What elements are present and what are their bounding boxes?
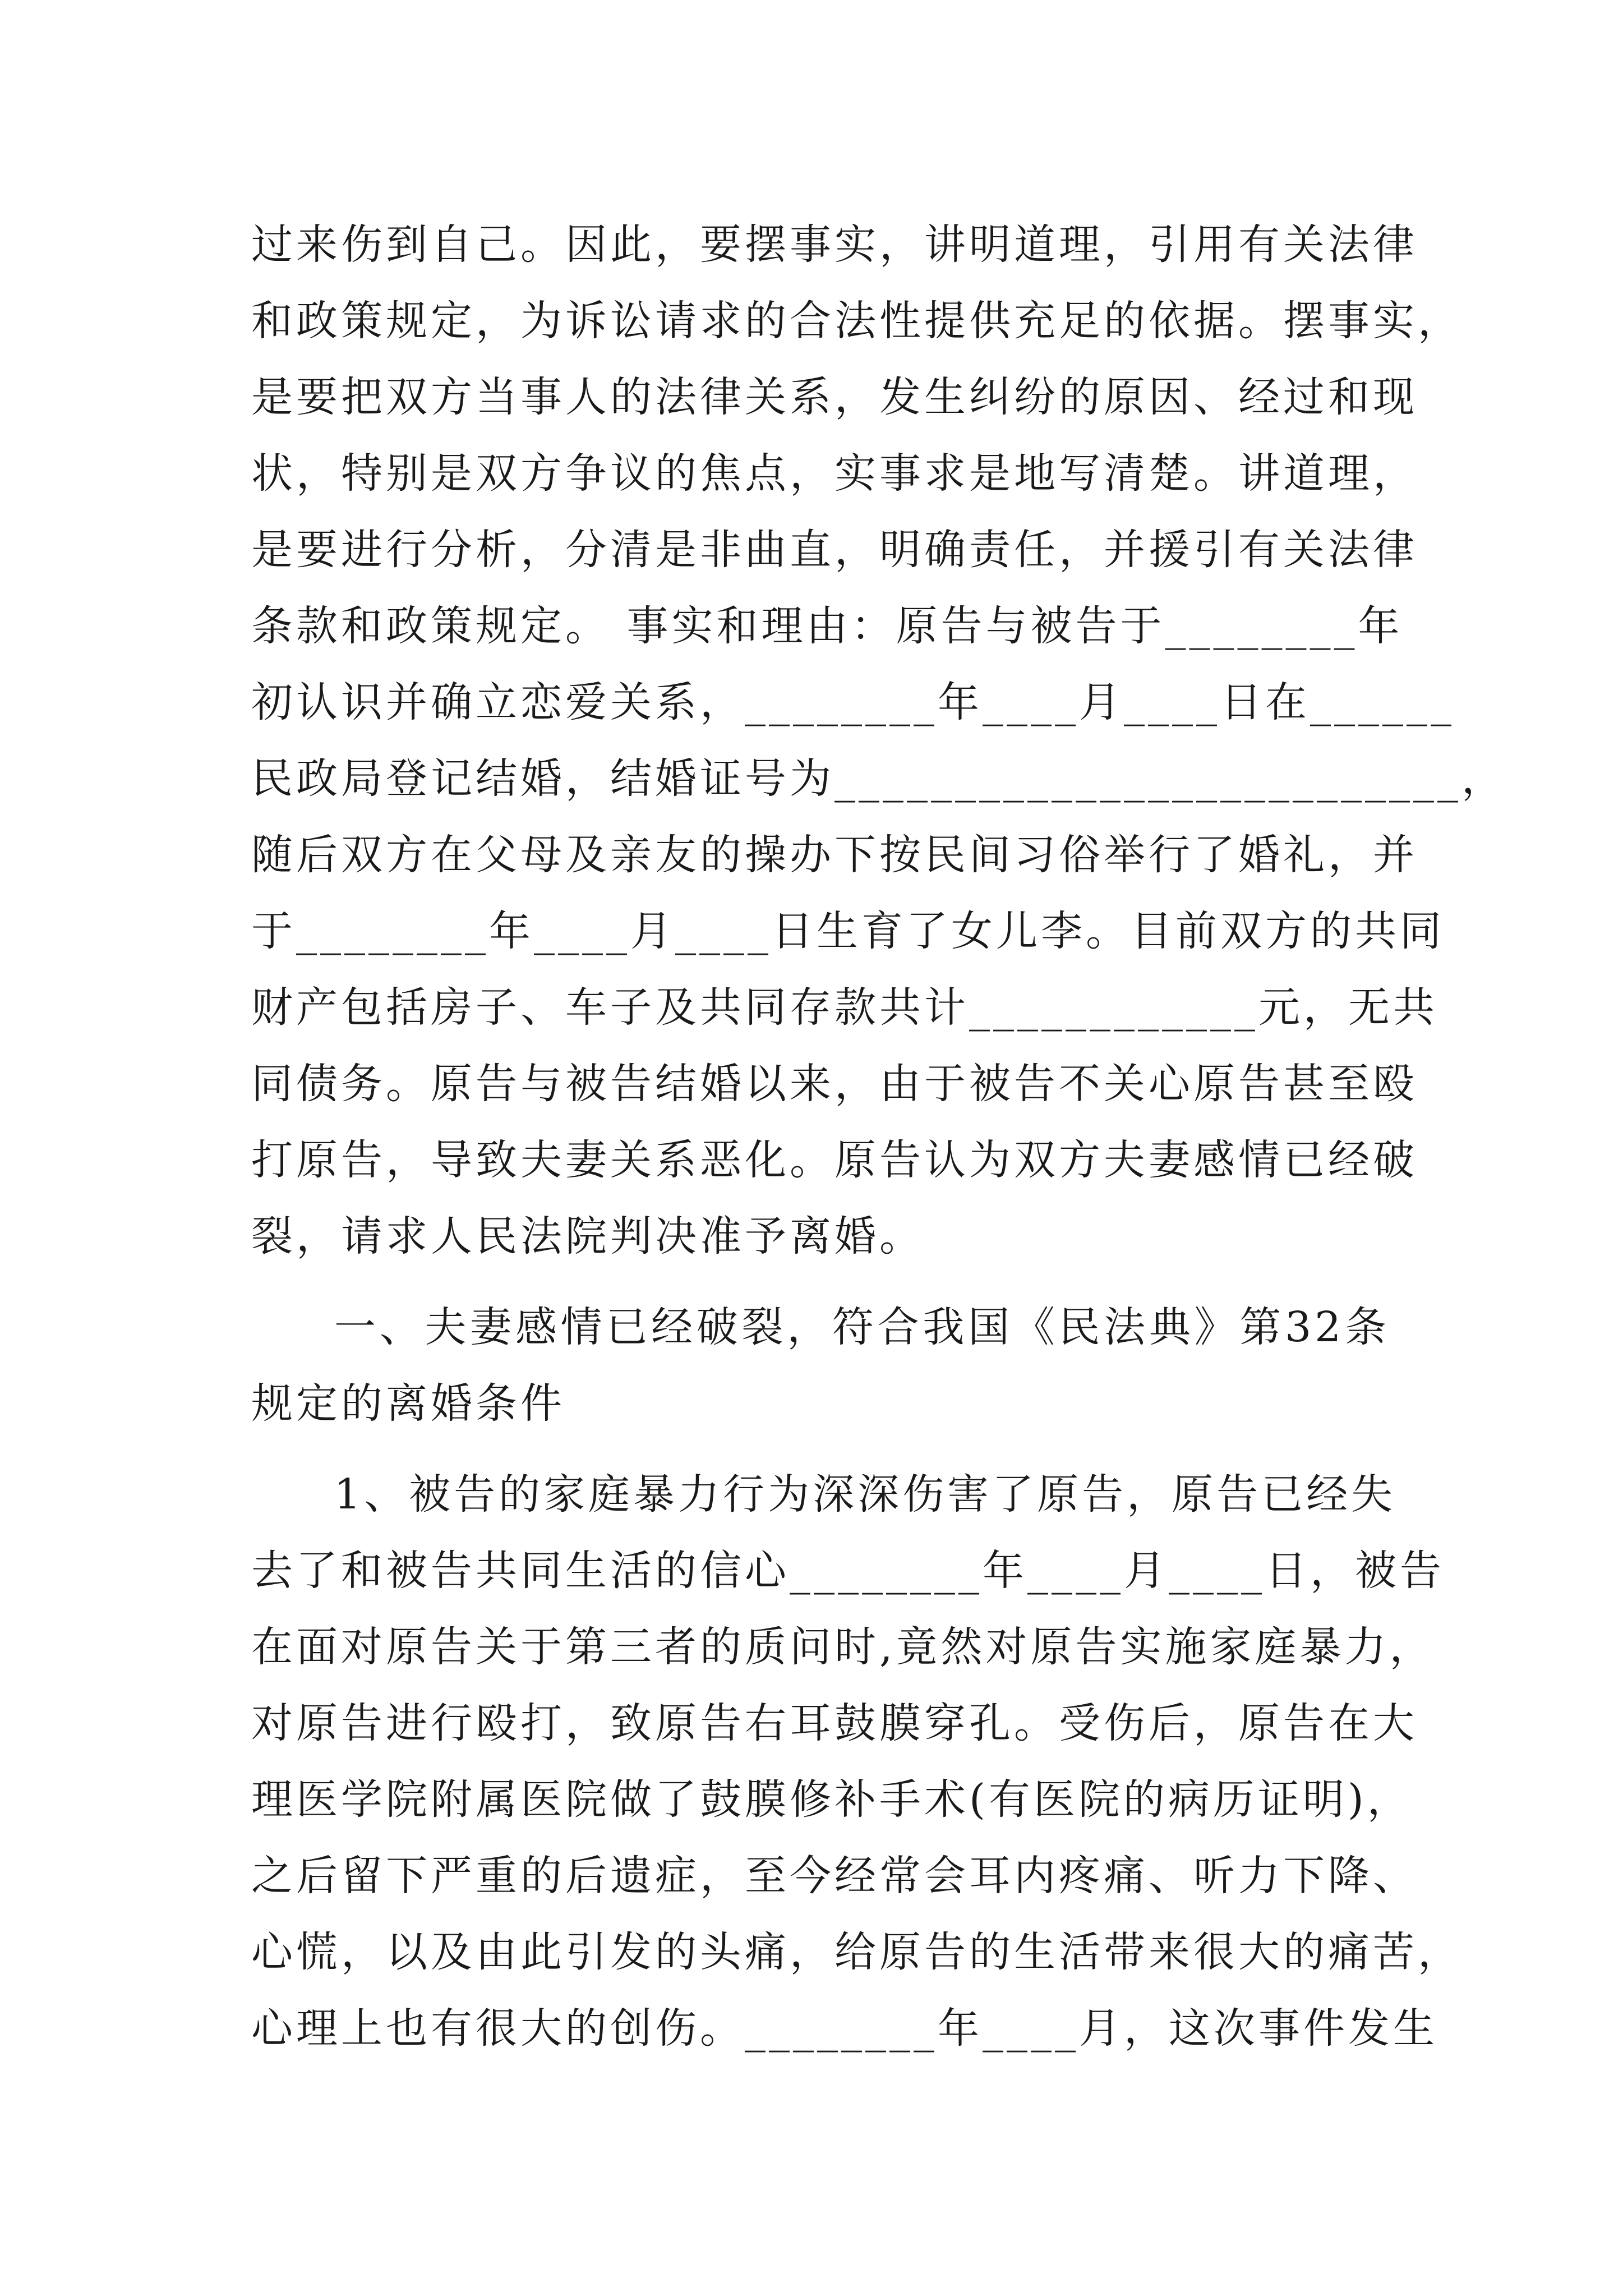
text-line: 条款和政策规定。 事实和理由：原告与被告于________年 xyxy=(251,602,1403,650)
text-line: 心慌，以及由此引发的头痛，给原告的生活带来很大的痛苦， xyxy=(251,1928,1463,1976)
text-line: 对原告进行殴打，致原告右耳鼓膜穿孔。受伤后，原告在大 xyxy=(251,1699,1418,1747)
text-line: 在面对原告关于第三者的质问时,竟然对原告实施家庭暴力， xyxy=(251,1623,1435,1671)
section-heading: 一、夫妻感情已经破裂，符合我国《民法典》第32条 xyxy=(334,1303,1390,1351)
text-line: 和政策规定，为诉讼请求的合法性提供充足的依据。摆事实， xyxy=(251,297,1463,345)
section-heading-continued: 规定的离婚条件 xyxy=(251,1379,565,1428)
text-line: 裂，请求人民法院判决准予离婚。 xyxy=(251,1212,924,1260)
text-line: 是要进行分析，分清是非曲直，明确责任，并援引有关法律 xyxy=(251,526,1418,574)
text-line: 去了和被告共同生活的信心________年____月____日，被告 xyxy=(251,1547,1445,1595)
text-line: 之后留下严重的后遗症，至今经常会耳内疼痛、听力下降、 xyxy=(251,1852,1418,1900)
text-line: 随后双方在父母及亲友的操办下按民间习俗举行了婚礼，并 xyxy=(251,831,1418,879)
text-line: 民政局登记结婚，结婚证号为__________________________， xyxy=(251,754,1506,803)
text-line: 打原告，导致夫妻关系恶化。原告认为双方夫妻感情已经破 xyxy=(251,1136,1418,1184)
text-line: 同债务。原告与被告结婚以来，由于被告不关心原告甚至殴 xyxy=(251,1060,1418,1108)
text-line: 初认识并确立恋爱关系，________年____月____日在______ xyxy=(251,678,1455,726)
text-line: 心理上也有很大的创伤。________年____月，这次事件发生 xyxy=(251,2004,1438,2053)
text-line: 财产包括房子、车子及共同存款共计____________元，无共 xyxy=(251,983,1438,1032)
text-line: 是要把双方当事人的法律关系，发生纠纷的原因、经过和现 xyxy=(251,373,1418,421)
text-line: 理医学院附属医院做了鼓膜修补手术(有医院的病历证明)， xyxy=(251,1775,1412,1824)
paragraph-first-line: 1、被告的家庭暴力行为深深伤害了原告，原告已经失 xyxy=(334,1470,1396,1519)
text-line: 于________年____月____日生育了女儿李。目前双方的共同 xyxy=(251,907,1445,955)
document-body xyxy=(251,206,1506,2067)
text-line: 过来伤到自己。因此，要摆事实，讲明道理，引用有关法律 xyxy=(251,220,1418,269)
text-line: 状，特别是双方争议的焦点，实事求是地写清楚。讲道理， xyxy=(251,449,1418,498)
